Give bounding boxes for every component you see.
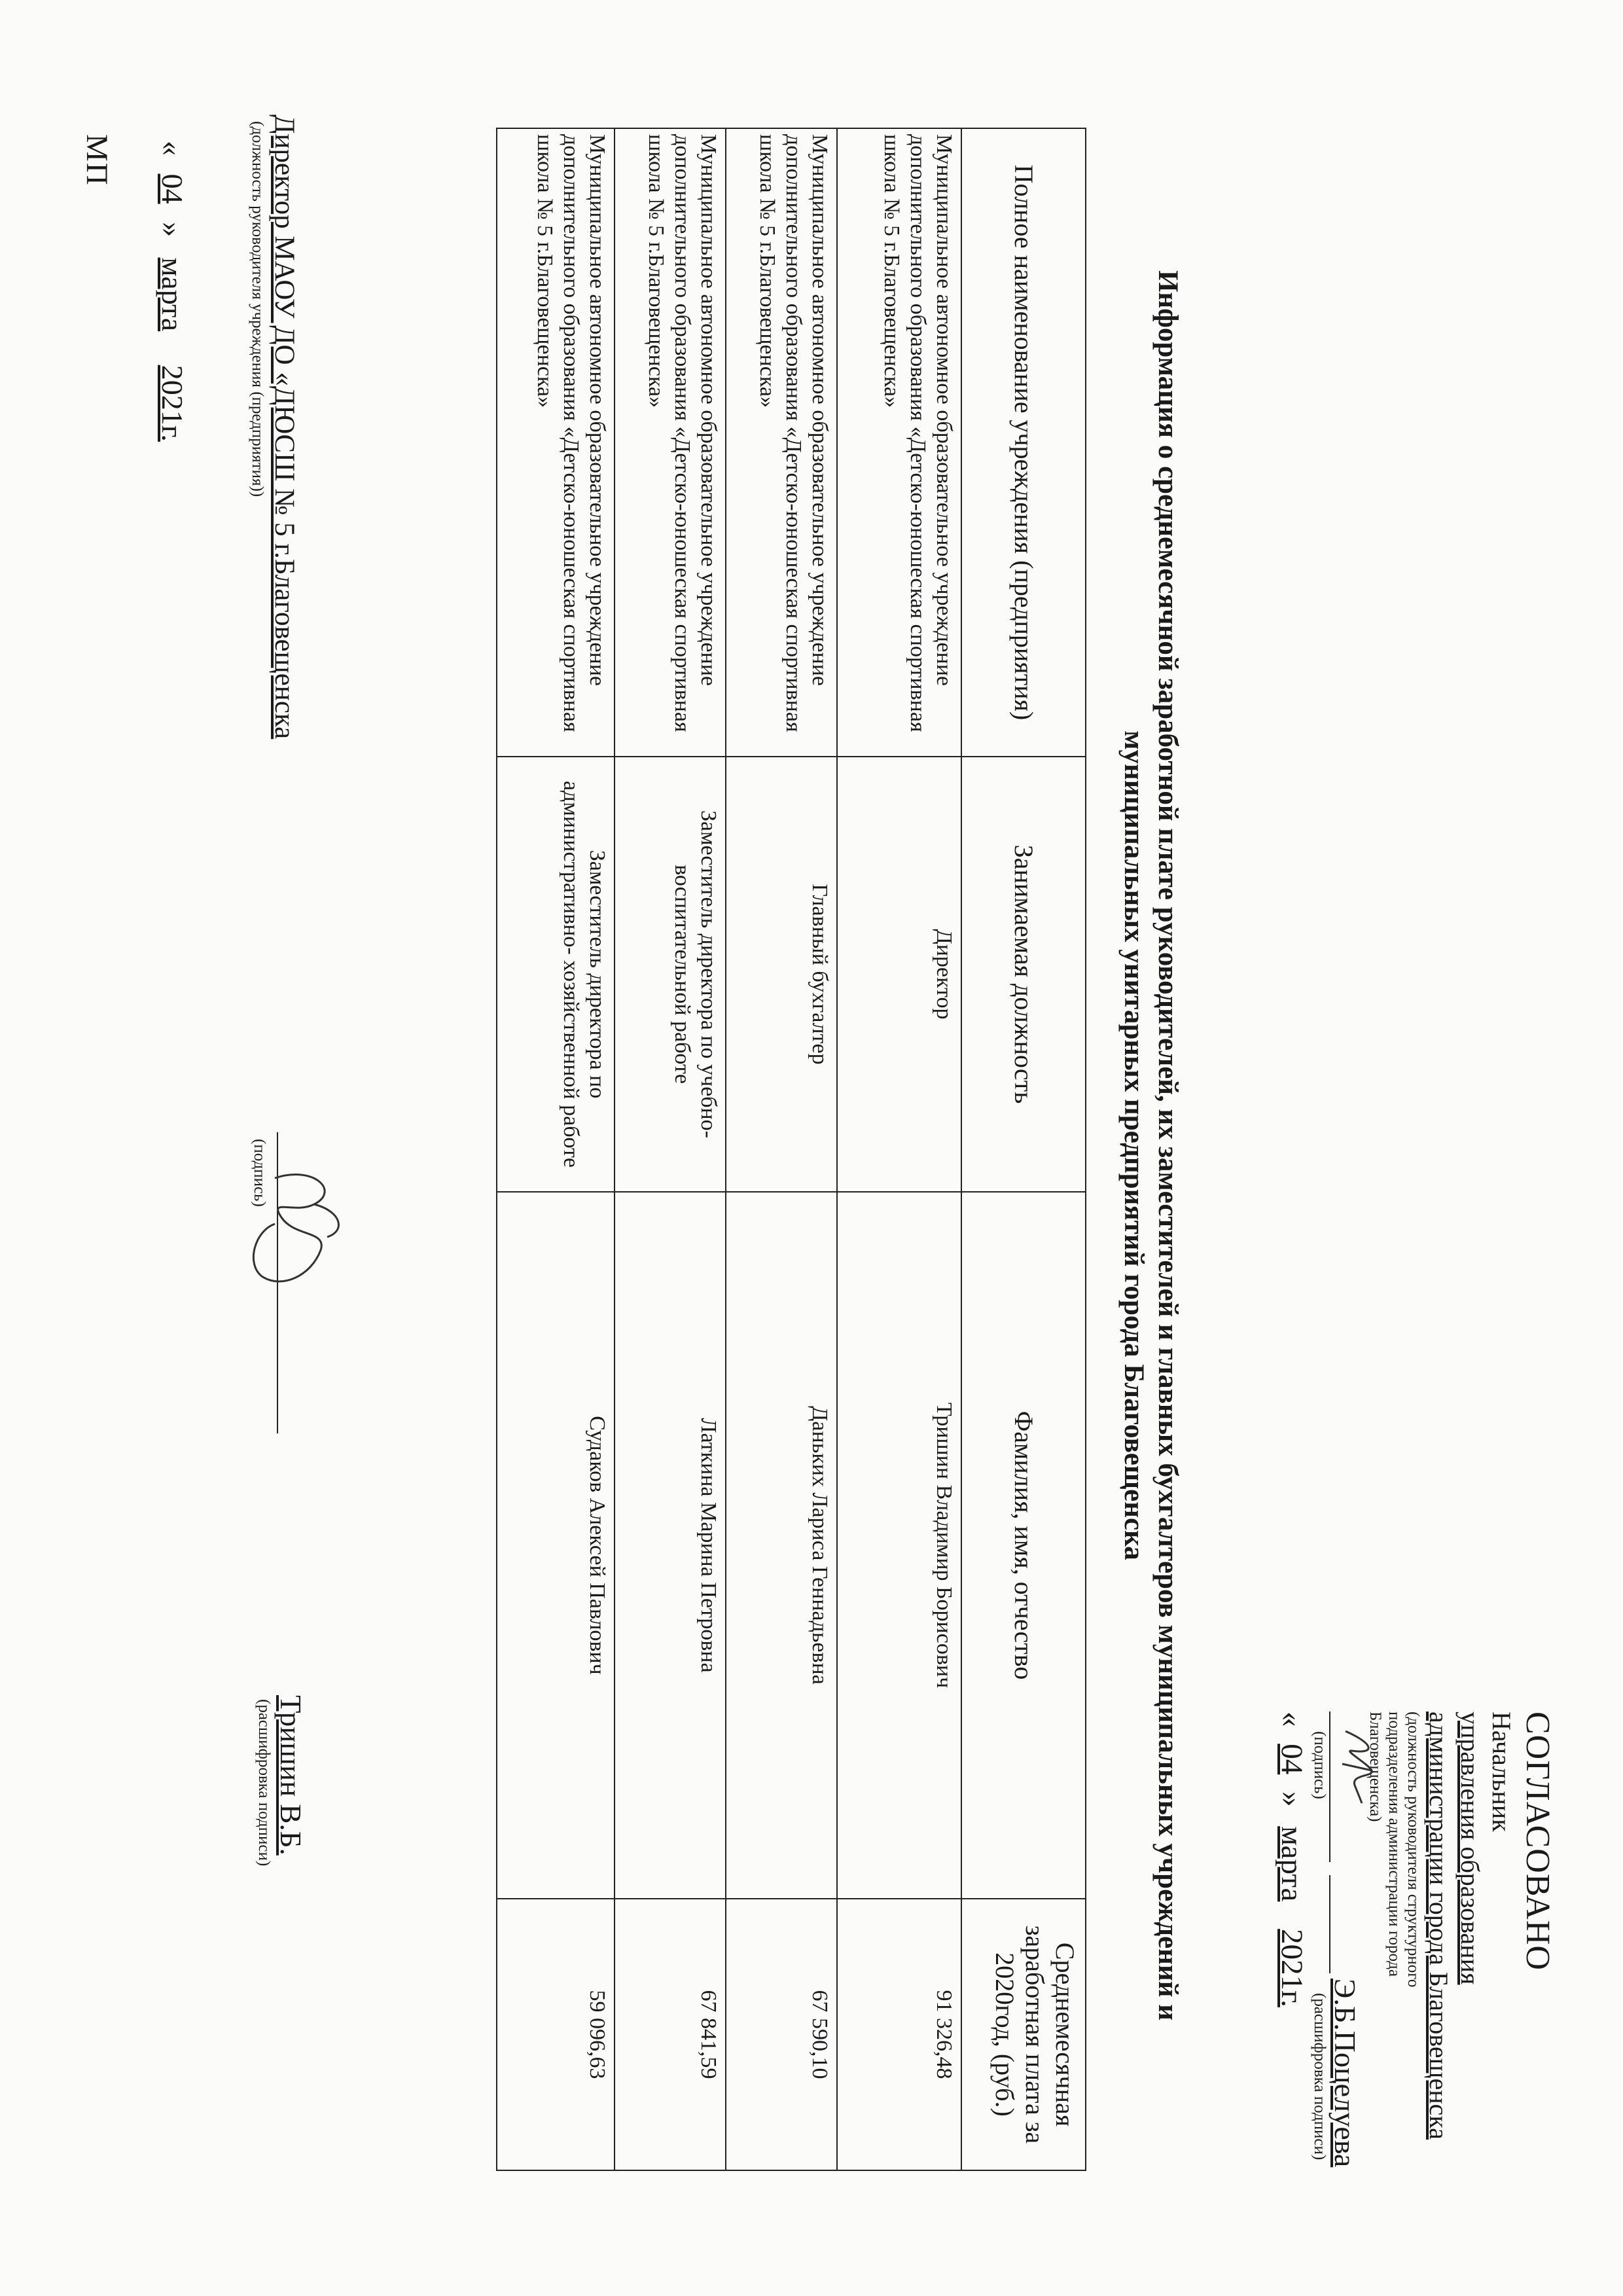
cell-person: Латкина Марина Петровна	[615, 1192, 726, 1899]
approval-caption-row	[1310, 1712, 1329, 2209]
cell-position: Заместитель директора по учебно-воспитательной работе	[615, 757, 726, 1192]
approval-name-line-prefix	[1329, 1875, 1359, 1973]
header-position: Занимаемая должность	[961, 757, 1086, 1192]
director-position-caption: (должность руководителя учреждения (предприятия))	[249, 121, 266, 497]
approval-date-month: марта	[1275, 1826, 1309, 1902]
table-row	[497, 128, 615, 2170]
cell-salary: 67 590,10	[726, 1899, 837, 2170]
header-institution: Полное наименование учреждения (предприятия)	[961, 128, 1086, 757]
cell-salary: 67 841,59	[615, 1899, 726, 2170]
director-date-year: 2021г.	[156, 365, 189, 442]
director-block	[247, 115, 301, 1031]
cell-institution: Муниципальное автономное образовательное учреждение дополнительного образования «Детско-юношеская спортивная школа № 5 г.Благовещенска»	[726, 128, 837, 757]
title-line2: муниципальных унитарных предприятий города Благовещенска	[1118, 730, 1149, 1560]
cell-person: Тришин Владимир Борисович	[837, 1192, 961, 1899]
approval-signature-row	[1329, 1712, 1366, 2209]
document-title	[1116, 157, 1185, 2134]
approval-date-year: 2021г.	[1275, 1929, 1309, 2007]
cell-position: Заместитель директора по административно- хозяйственной работе	[497, 757, 615, 1192]
header-salary: Среднемесячная заработная плата за 2020год, (руб.)	[961, 1899, 1086, 2170]
approval-title: СОГЛАСОВАНО	[1519, 1712, 1556, 1971]
cell-institution: Муниципальное автономное образовательное учреждение дополнительного образования «Детско-юношеская спортивная школа № 5 г.Благовещенска»	[837, 128, 961, 757]
stamp-mark: МП	[80, 134, 114, 187]
approval-block	[1276, 1712, 1558, 2209]
approval-name: Э.Б.Поцелуева	[1329, 1979, 1362, 2168]
director-signature-caption: (подпись)	[251, 1139, 268, 1207]
salary-table	[496, 128, 1086, 2171]
director-date: « 04 » марта 2021г.	[156, 141, 189, 442]
approval-position-caption: (должность руководителя структурного подразделения администрации города Благовещенска)	[1366, 1712, 1422, 1988]
director-name-caption: (расшифровка подписи)	[255, 1699, 273, 1867]
table-row	[837, 128, 961, 2170]
approval-position-line3: администрации города Благовещенска	[1424, 1712, 1454, 2140]
table-row	[726, 128, 837, 2170]
approval-name-caption: (расшифровка подписи)	[1311, 1993, 1329, 2161]
cell-person: Даньких Лариса Геннадьевна	[726, 1192, 837, 1899]
approval-position-line1: Начальник	[1487, 1712, 1516, 1832]
director-position: Директор МАОУ ДО «ДЮСШ № 5 г.Благовещенска	[269, 115, 300, 740]
title-line1: Информация о среднемесячной заработной плате руководителей, их заместителей и главных бухгалтеров муниципальных учреждений и	[1152, 270, 1183, 2021]
table-header-row	[961, 128, 1086, 2170]
approval-date: « 04 » марта 2021г.	[1275, 1712, 1309, 2007]
director-date-day: 04	[156, 173, 189, 204]
cell-position: Главный бухгалтер	[726, 757, 837, 1192]
approval-position-line2: управления образования	[1455, 1712, 1485, 1985]
cell-salary: 59 096,63	[497, 1899, 615, 2170]
approval-date-day: 04	[1275, 1744, 1309, 1775]
approval-signature-caption: (подпись)	[1311, 1731, 1329, 1799]
cell-institution: Муниципальное автономное образовательное учреждение дополнительного образования «Детско-юношеская спортивная школа № 5 г.Благовещенска»	[615, 128, 726, 757]
cell-salary: 91 326,48	[837, 1899, 961, 2170]
cell-position: Директор	[837, 757, 961, 1192]
header-person: Фамилия, имя, отчество	[961, 1192, 1086, 1899]
cell-institution: Муниципальное автономное образовательное учреждение дополнительного образования «Детско-юношеская спортивная школа № 5 г.Благовещенска»	[497, 128, 615, 757]
director-date-month: марта	[156, 257, 189, 332]
approval-signature-image	[1336, 1725, 1382, 1829]
cell-person: Судаков Алексей Павлович	[497, 1192, 615, 1899]
director-name-block	[254, 1695, 308, 2153]
director-name: Тришин В.Б.	[274, 1695, 307, 1856]
table-row	[615, 128, 726, 2170]
